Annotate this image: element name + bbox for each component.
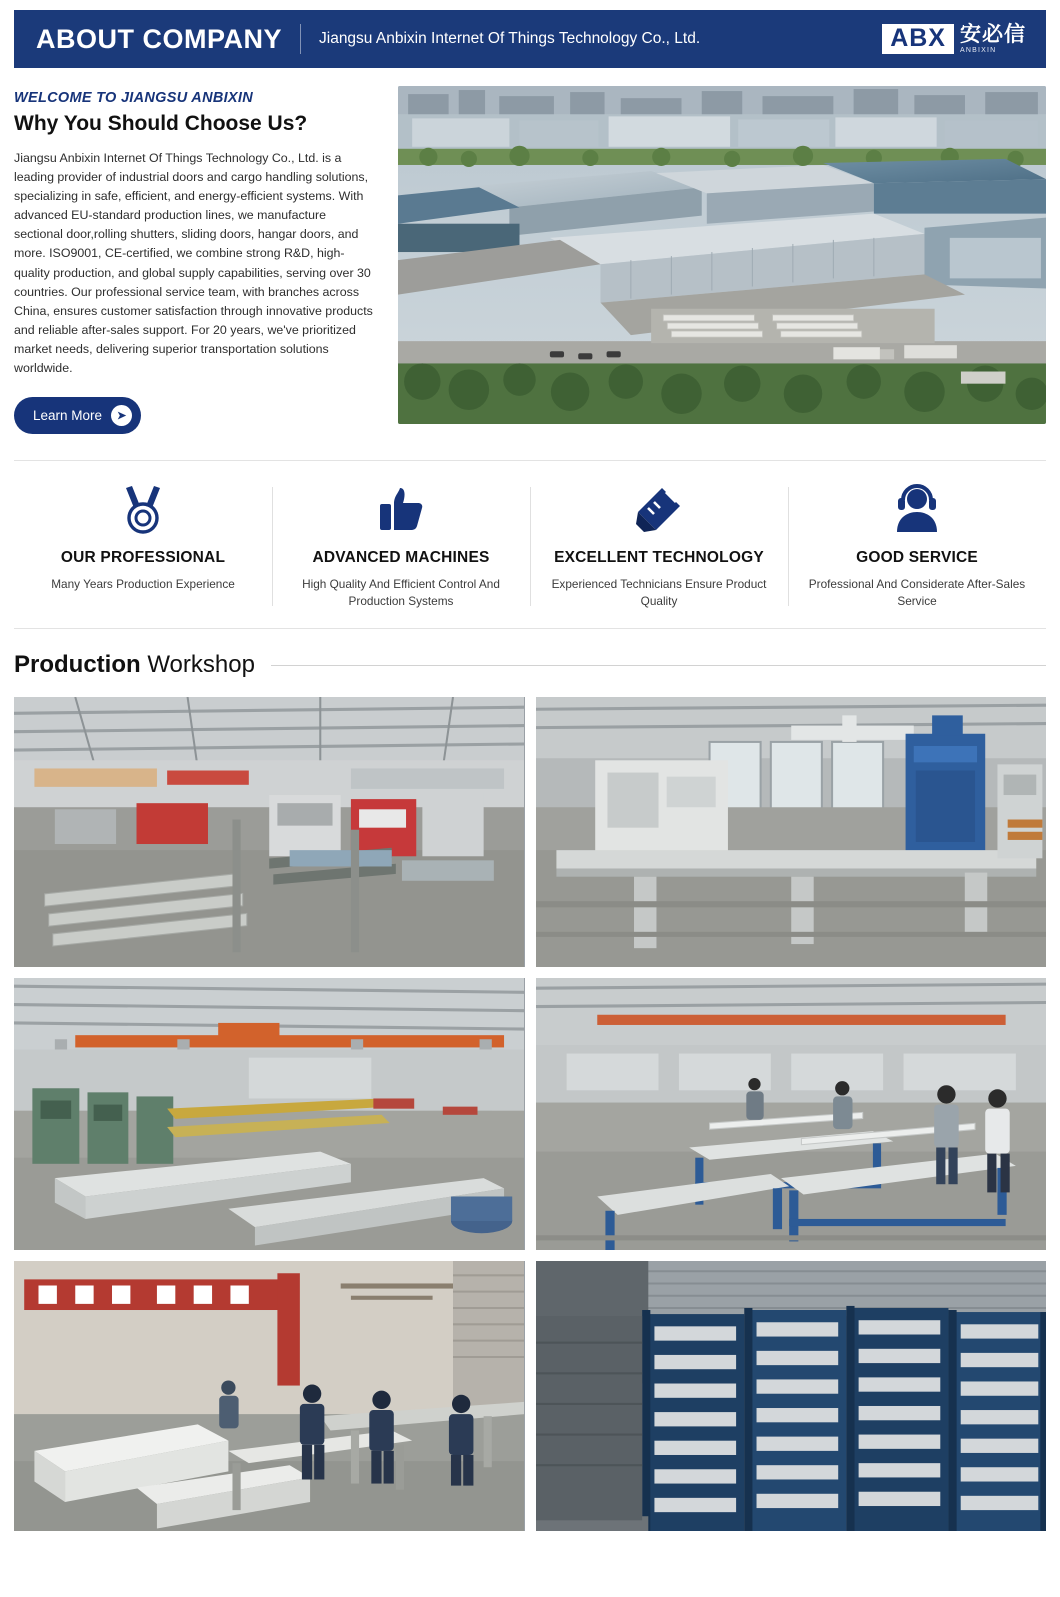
header-divider — [300, 24, 301, 54]
brand-logo — [882, 24, 1046, 54]
arrow-right-icon: ➤ — [111, 405, 132, 426]
feature-title: OUR PROFESSIONAL — [60, 549, 226, 567]
logo-abx-text: ABX — [882, 24, 954, 53]
pencil-ruler-icon — [544, 483, 774, 537]
logo-chinese-text — [960, 24, 1026, 54]
feature-desc: High Quality And Efficient Control And Production Systems — [302, 577, 500, 609]
production-workshop-gallery — [14, 697, 1046, 1531]
aerial-factory-photo — [398, 86, 1046, 424]
gallery-photo-3 — [14, 978, 525, 1250]
intro-text-column — [14, 86, 374, 434]
gallery-photo-1 — [14, 697, 525, 967]
logo-chinese-main: 安必信 — [960, 23, 1026, 46]
feature-good-service — [788, 483, 1046, 610]
intro-eyebrow: WELCOME TO JIANGSU ANBIXIN — [14, 90, 254, 106]
gallery-photo-4 — [536, 978, 1047, 1250]
feature-desc: Professional And Considerate After-Sales Service — [808, 577, 1026, 609]
feature-title: EXCELLENT TECHNOLOGY — [554, 549, 764, 567]
aerial-factory-illustration — [398, 86, 1046, 424]
thumbs-up-icon — [286, 483, 516, 537]
learn-more-label: Learn More — [33, 408, 103, 424]
feature-title: GOOD SERVICE — [856, 549, 978, 567]
gallery-photo-2 — [536, 697, 1047, 967]
features-row — [14, 460, 1046, 629]
intro-section — [14, 86, 1046, 434]
gallery-title-light: Workshop — [147, 651, 255, 679]
page-title: ABOUT COMPANY — [36, 23, 282, 54]
gallery-title — [14, 651, 255, 679]
title-rule — [271, 665, 1046, 666]
learn-more-button[interactable] — [14, 397, 141, 434]
headset-agent-icon — [802, 483, 1032, 537]
gallery-title-row — [14, 651, 1046, 679]
intro-body-text: Jiangsu Anbixin Internet Of Things Technology Co., Ltd. is a leading provider of industrial doors and cargo handling solutions, specializing in safe, efficient, and energy-efficient systems. With advanced EU-standard production lines, we manufacture sectional door,rolling shutters, sliding doors, hangar doors, and more. ISO9001, CE-certified, we combine strong R&D, high-quality production, and global supply capabilities, serving over 30 countries. Our professional service team, with branches across China, ensures customer satisfaction through innovative products and reliable after-sales support. For 20 years, we've prioritized market needs, delivering superior transportation solutions worldwide. — [14, 151, 373, 376]
feature-desc: Many Years Production Experience — [51, 577, 235, 592]
medal-icon — [28, 483, 258, 537]
intro-heading: Why You Should Choose Us? — [14, 112, 308, 135]
feature-excellent-technology — [530, 483, 788, 610]
gallery-photo-6 — [536, 1261, 1047, 1531]
feature-title: ADVANCED MACHINES — [312, 549, 490, 567]
gallery-photo-5 — [14, 1261, 525, 1531]
logo-chinese-sub: ANBIXIN — [960, 47, 997, 54]
page-header — [14, 10, 1046, 68]
company-name: Jiangsu Anbixin Internet Of Things Technology Co., Ltd. — [319, 30, 701, 47]
feature-our-professional — [14, 483, 272, 610]
feature-advanced-machines — [272, 483, 530, 610]
feature-desc: Experienced Technicians Ensure Product Quality — [551, 577, 767, 609]
gallery-title-bold: Production — [14, 651, 141, 679]
